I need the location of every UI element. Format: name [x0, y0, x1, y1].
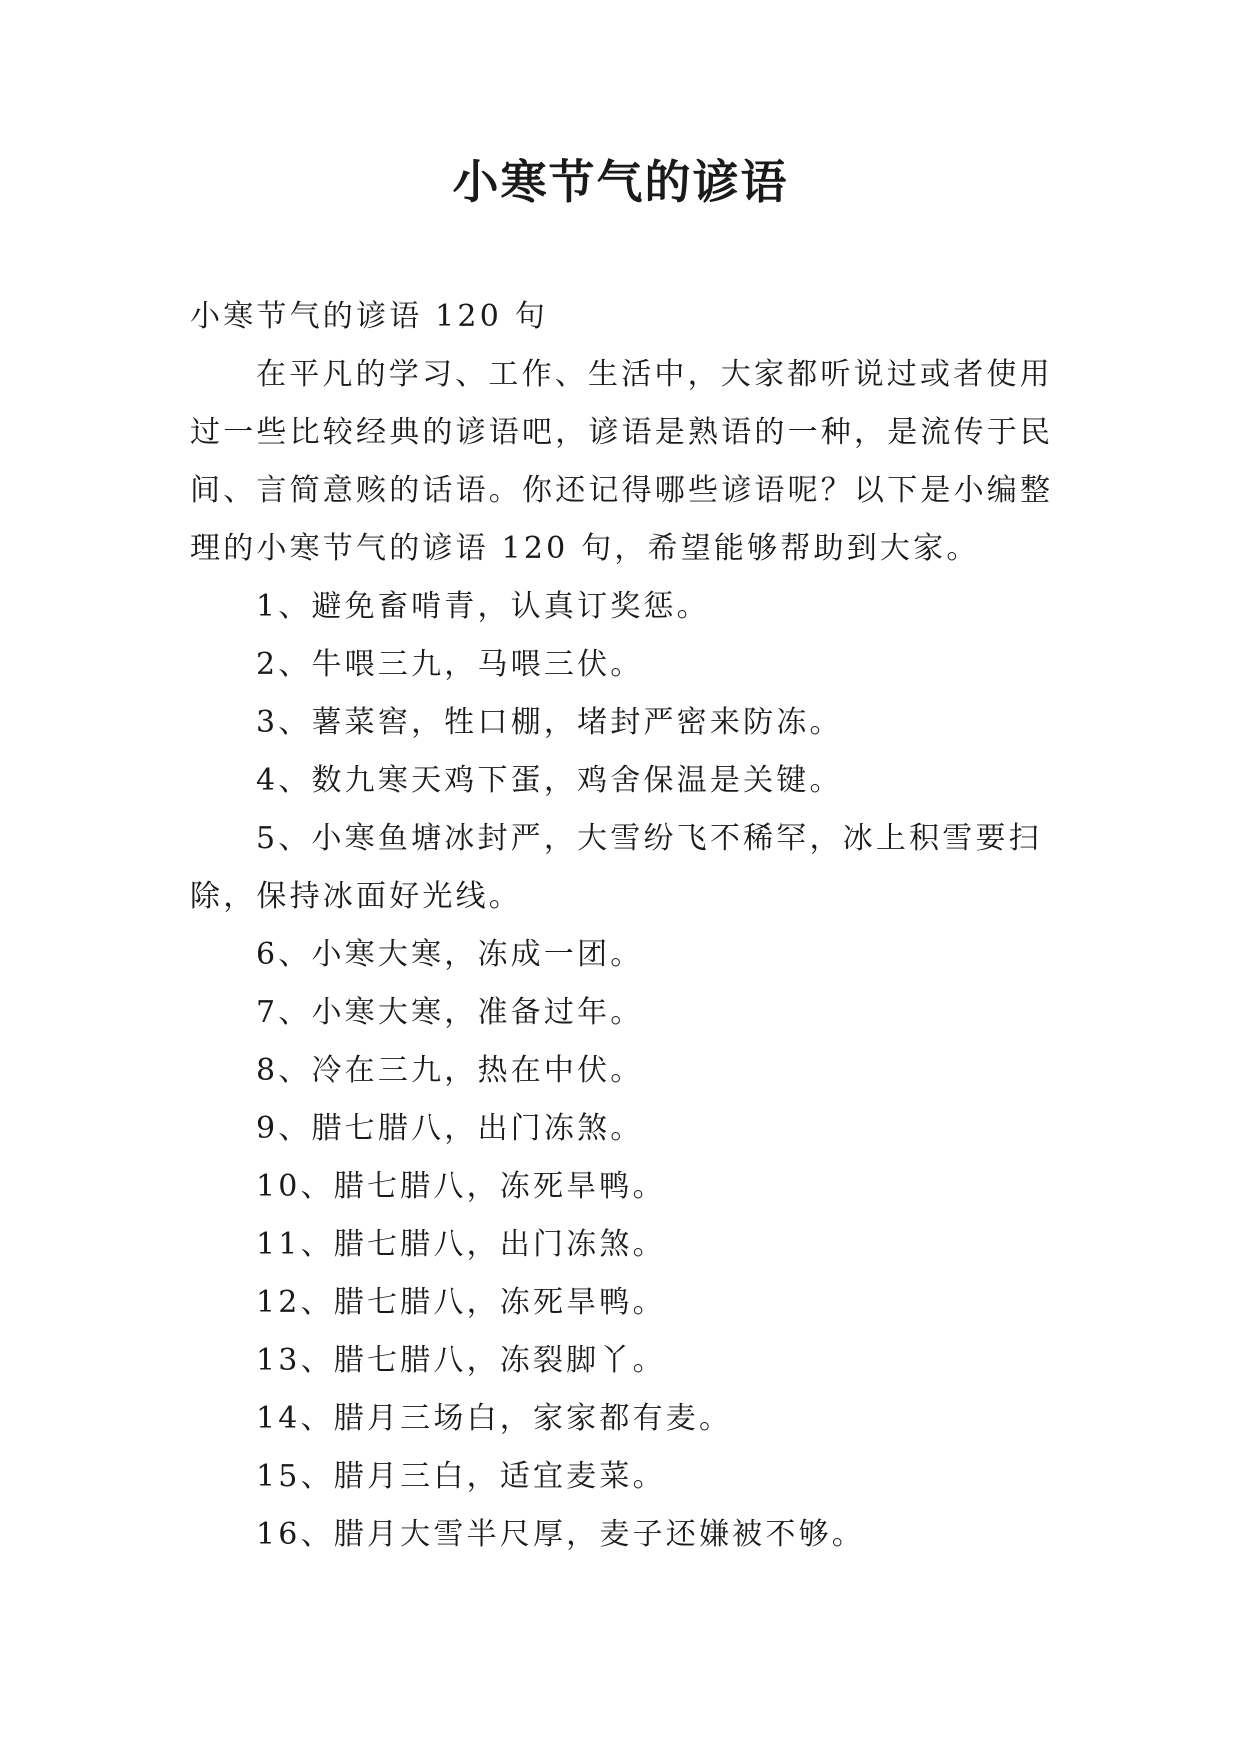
- list-item: 9、腊七腊八，出门冻煞。: [256, 1111, 644, 1146]
- document-title: 小寒节气的谚语: [452, 155, 789, 209]
- list-item: 6、小寒大寒，冻成一团。: [256, 937, 644, 972]
- list-item: 4、数九寒天鸡下蛋，鸡舍保温是关键。: [256, 763, 843, 798]
- list-item: 16、腊月大雪半尺厚，麦子还嫌被不够。: [256, 1517, 865, 1552]
- list-item: 12、腊七腊八，冻死旱鸭。: [256, 1285, 666, 1320]
- list-item: 8、冷在三九，热在中伏。: [256, 1053, 644, 1088]
- list-item: 2、牛喂三九，马喂三伏。: [256, 647, 644, 682]
- list-item: 15、腊月三白，适宜麦菜。: [256, 1459, 666, 1494]
- list-item: 14、腊月三场白，家家都有麦。: [256, 1401, 733, 1436]
- list-item: 3、薯菜窖，牲口棚，堵封严密来防冻。: [256, 705, 843, 740]
- list-item: 10、腊七腊八，冻死旱鸭。: [256, 1169, 666, 1204]
- list-item: 7、小寒大寒，准备过年。: [256, 995, 644, 1030]
- intro-paragraph: 在平凡的学习、工作、生活中，大家都听说过或者使用过一些比较经典的谚语吧，谚语是熟语的一种，是流传于民间、言简意赅的话语。你还记得哪些谚语呢？以下是小编整理的小寒节气的谚语 120 句，希望能够帮助到大家。: [190, 357, 1054, 566]
- list-item: 13、腊七腊八，冻裂脚丫。: [256, 1343, 666, 1378]
- list-item: 5、小寒鱼塘冰封严，大雪纷飞不稀罕，冰上积雪要扫除，保持冰面好光线。: [190, 821, 1042, 914]
- document-subtitle: 小寒节气的谚语 120 句: [190, 299, 548, 334]
- list-item: 11、腊七腊八，出门冻煞。: [256, 1227, 666, 1262]
- list-item: 1、避免畜啃青，认真订奖惩。: [256, 589, 710, 624]
- document-body: [190, 288, 1058, 1564]
